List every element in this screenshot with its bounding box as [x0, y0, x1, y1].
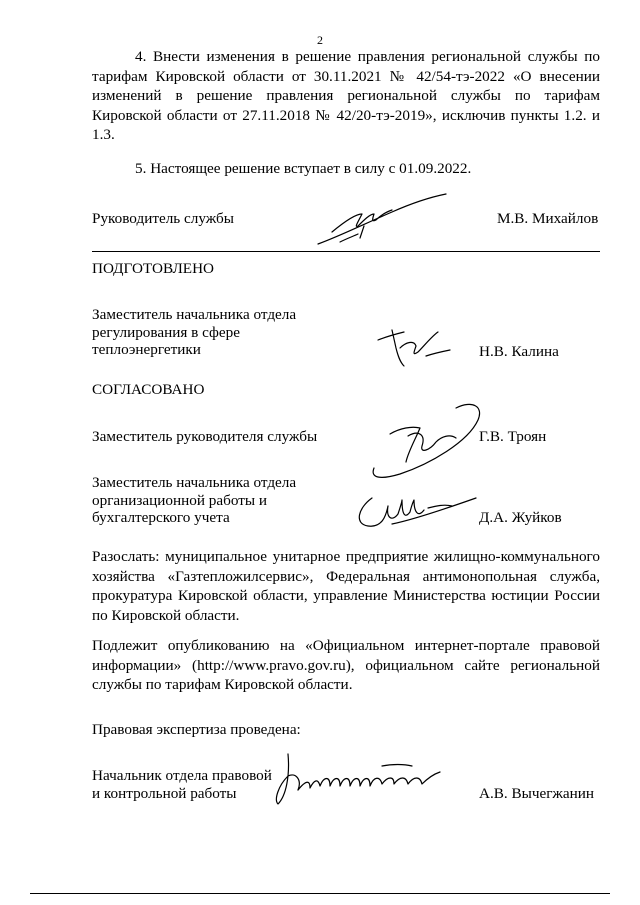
legal-review-heading: Правовая экспертиза проведена:: [92, 721, 301, 738]
agreed-signer-2-signature: [352, 488, 482, 538]
prepared-position-line-1: Заместитель начальника отдела: [92, 306, 297, 323]
separator-line: [92, 251, 600, 252]
legal-review-position-line-1: Начальник отдела правовой: [92, 767, 272, 784]
paragraph-item-5: 5. Настоящее решение вступает в силу с 01.09.2022.: [135, 160, 472, 177]
prepared-signature: [370, 326, 460, 376]
agreed-signer-1-name: Г.В. Троян: [479, 428, 547, 445]
agreed-signer-2-name: Д.А. Жуйков: [479, 509, 562, 526]
legal-review-name: А.В. Вычегжанин: [479, 784, 595, 802]
agreed-signer-1-signature: [360, 398, 490, 480]
legal-review-position-line-2: и контрольной работы: [92, 784, 237, 802]
prepared-name: Н.В. Калина: [479, 343, 559, 360]
prepared-position-line-3: теплоэнергетики: [92, 341, 201, 358]
page-number: 2: [317, 33, 323, 47]
page-bottom-line: [30, 893, 610, 894]
agreed-signer-2-position-line-2: организационной работы и: [92, 491, 267, 509]
prepared-heading: ПОДГОТОВЛЕНО: [92, 260, 215, 277]
agreed-signer-2-position-line-3: бухгалтерского учета: [92, 509, 230, 526]
prepared-position-line-2: регулирования в сфере: [92, 323, 240, 341]
head-name: М.В. Михайлов: [497, 210, 599, 227]
head-position: Руководитель службы: [92, 210, 234, 227]
head-signature: [300, 192, 450, 252]
agreed-heading: СОГЛАСОВАНО: [92, 381, 205, 398]
agreed-signer-1-position: Заместитель руководителя службы: [92, 428, 318, 445]
distribution-text: Разослать: муниципальное унитарное предприятие жилищно-коммунального хозяйства «Газтепложилсервис», Федеральная антимонопольная служба, прокуратура Кировской области, управление Министерства юстиции России по Кировской области.: [92, 548, 600, 624]
legal-review-signature: [262, 746, 452, 808]
paragraph-item-4: 4. Внести изменения в решение правления региональной службы по тарифам Кировской области от 30.11.2021 № 42/54-тэ-2022 «О внесении изменений в решение правления региональной службы по тарифам Кировской области от 27.11.2018 № 42/20-тэ-2019», исключив пункты 1.2. и 1.3.: [92, 48, 600, 143]
publication-text: Подлежит опубликованию на «Официальном интернет-портале правовой информации» (http://www.pravo.gov.ru), официальном сайте региональной службы по тарифам Кировской области.: [92, 637, 600, 693]
agreed-signer-2-position-line-1: Заместитель начальника отдела: [92, 474, 297, 491]
